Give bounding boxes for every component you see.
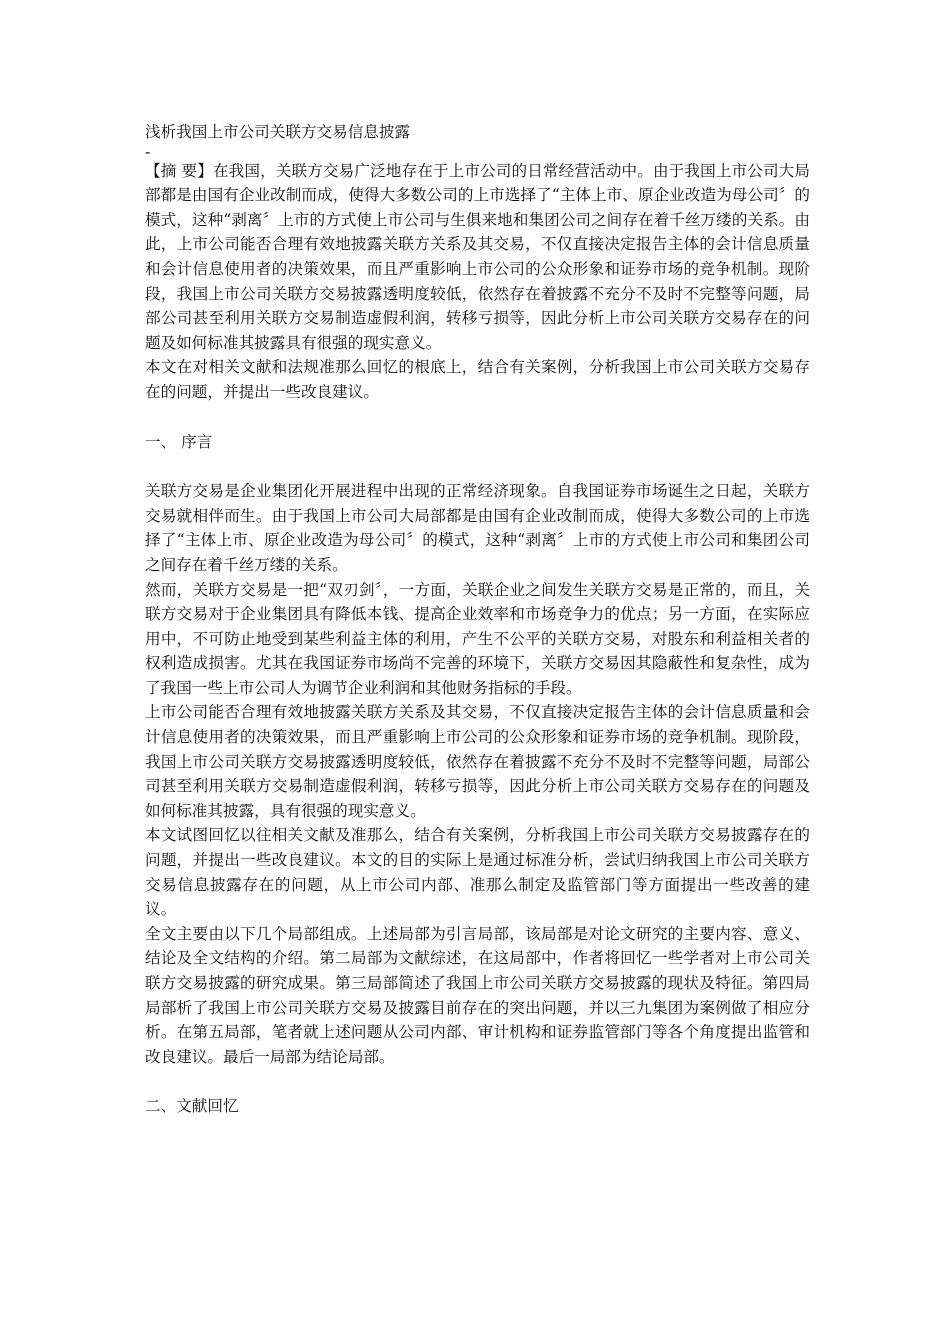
abstract-note-paragraph: 本文在对相关文献和法规准那么回忆的根底上，结合有关案例，分析我国上市公司关联方交易存在的问题，并提出一些改良建议。 [145,358,810,401]
body-paragraph: 关联方交易是企业集团化开展进程中出现的正常经济现象。自我国证券市场诞生之日起，关联方交易就相伴而生。由于我国上市公司大局部都是由国有企业改制而成，使得大多数公司的上市选择了“主体上市、原企业改造为母公司〞的模式，这种“剥离〞上市的方式使上市公司和集团公司之间存在着千丝万缕的关系。 [145,482,810,574]
section-heading-preface: 一、 序言 [145,432,213,451]
body-paragraph: 本文试图回忆以往相关文献及准那么，结合有关案例，分析我国上市公司关联方交易披露存在的问题，并提出一些改良建议。本文的目的实际上是通过标准分析，尝试归纳我国上市公司关联方交易信息披露存在的问题，从上市公司内部、准那么制定及监管部门等方面提出一些改善的建议。 [145,826,810,919]
spacer [145,454,810,479]
section-heading-literature-review: 二、文献回忆 [145,1097,239,1116]
title-separator: - [145,142,151,161]
document-title: 浅析我国上市公司关联方交易信息披露 [145,123,411,141]
document-page [145,120,810,1119]
spacer [145,1069,810,1094]
body-paragraph: 全文主要由以下几个局部组成。上述局部为引言局部，该局部是对论文研究的主要内容、意义、结论及全文结构的介绍。第二局部为文献综述，在这局部中，作者将回忆一些学者对上市公司关联方交易披露的研究成果。第三局部简述了我国上市公司关联方交易披露的现状及特征。第四局局部析了我国上市公司关联方交易及披露目前存在的突出问题，并以三九集团为案例做了相应分析。在第五局部，笔者就上述问题从公司内部、审计机构和证券监管部门等各个角度提出监管和改良建议。最后一局部为结论局部。 [145,924,810,1066]
abstract-paragraph: 【摘 要】在我国，关联方交易广泛地存在于上市公司的日常经营活动中。由于我国上市公司大局部都是由国有企业改制而成，使得大多数公司的上市选择了“主体上市、原企业改造为母公司〞的模式，这种“剥离〞上市的方式使上市公司与生俱来地和集团公司之间存在着千丝万缕的关系。由此，上市公司能否合理有效地披露关联方关系及其交易，不仅直接决定报告主体的会计信息质量和会计信息使用者的决策效果，而且严重影响上市公司的公众形象和证券市场的竞争机制。现阶段，我国上市公司关联方交易披露透明度较低，依然存在着披露不充分不及时不完整等问题，局部公司甚至利用关联方交易制造虚假利润，转移亏损等，因此分析上市公司关联方交易存在的问题及如何标准其披露具有很强的现实意义。 [145,161,810,352]
body-paragraph: 上市公司能否合理有效地披露关联方关系及其交易，不仅直接决定报告主体的会计信息质量和会计信息使用者的决策效果，而且严重影响上市公司的公众形象和证券市场的竞争机制。现阶段，我国上市公司关联方交易披露透明度较低，依然存在着披露不充分不及时不完整等问题，局部公司甚至利用关联方交易制造虚假利润，转移亏损等，因此分析上市公司关联方交易存在的问题及如何标准其披露，具有很强的现实意义。 [145,703,810,820]
spacer [145,405,810,430]
body-paragraph: 然而，关联方交易是一把“双刃剑〞，一方面，关联企业之间发生关联方交易是正常的，而且，关联方交易对于企业集团具有降低本钱、提高企业效率和市场竞争力的优点；另一方面，在实际应用中，不可防止地受到某些利益主体的利用，产生不公平的关联方交易，对股东和利益相关者的权利造成损害。尤其在我国证券市场尚不完善的环境下，关联方交易因其隐蔽性和复杂性，成为了我国一些上市公司人为调节企业利润和其他财务指标的手段。 [145,580,810,697]
